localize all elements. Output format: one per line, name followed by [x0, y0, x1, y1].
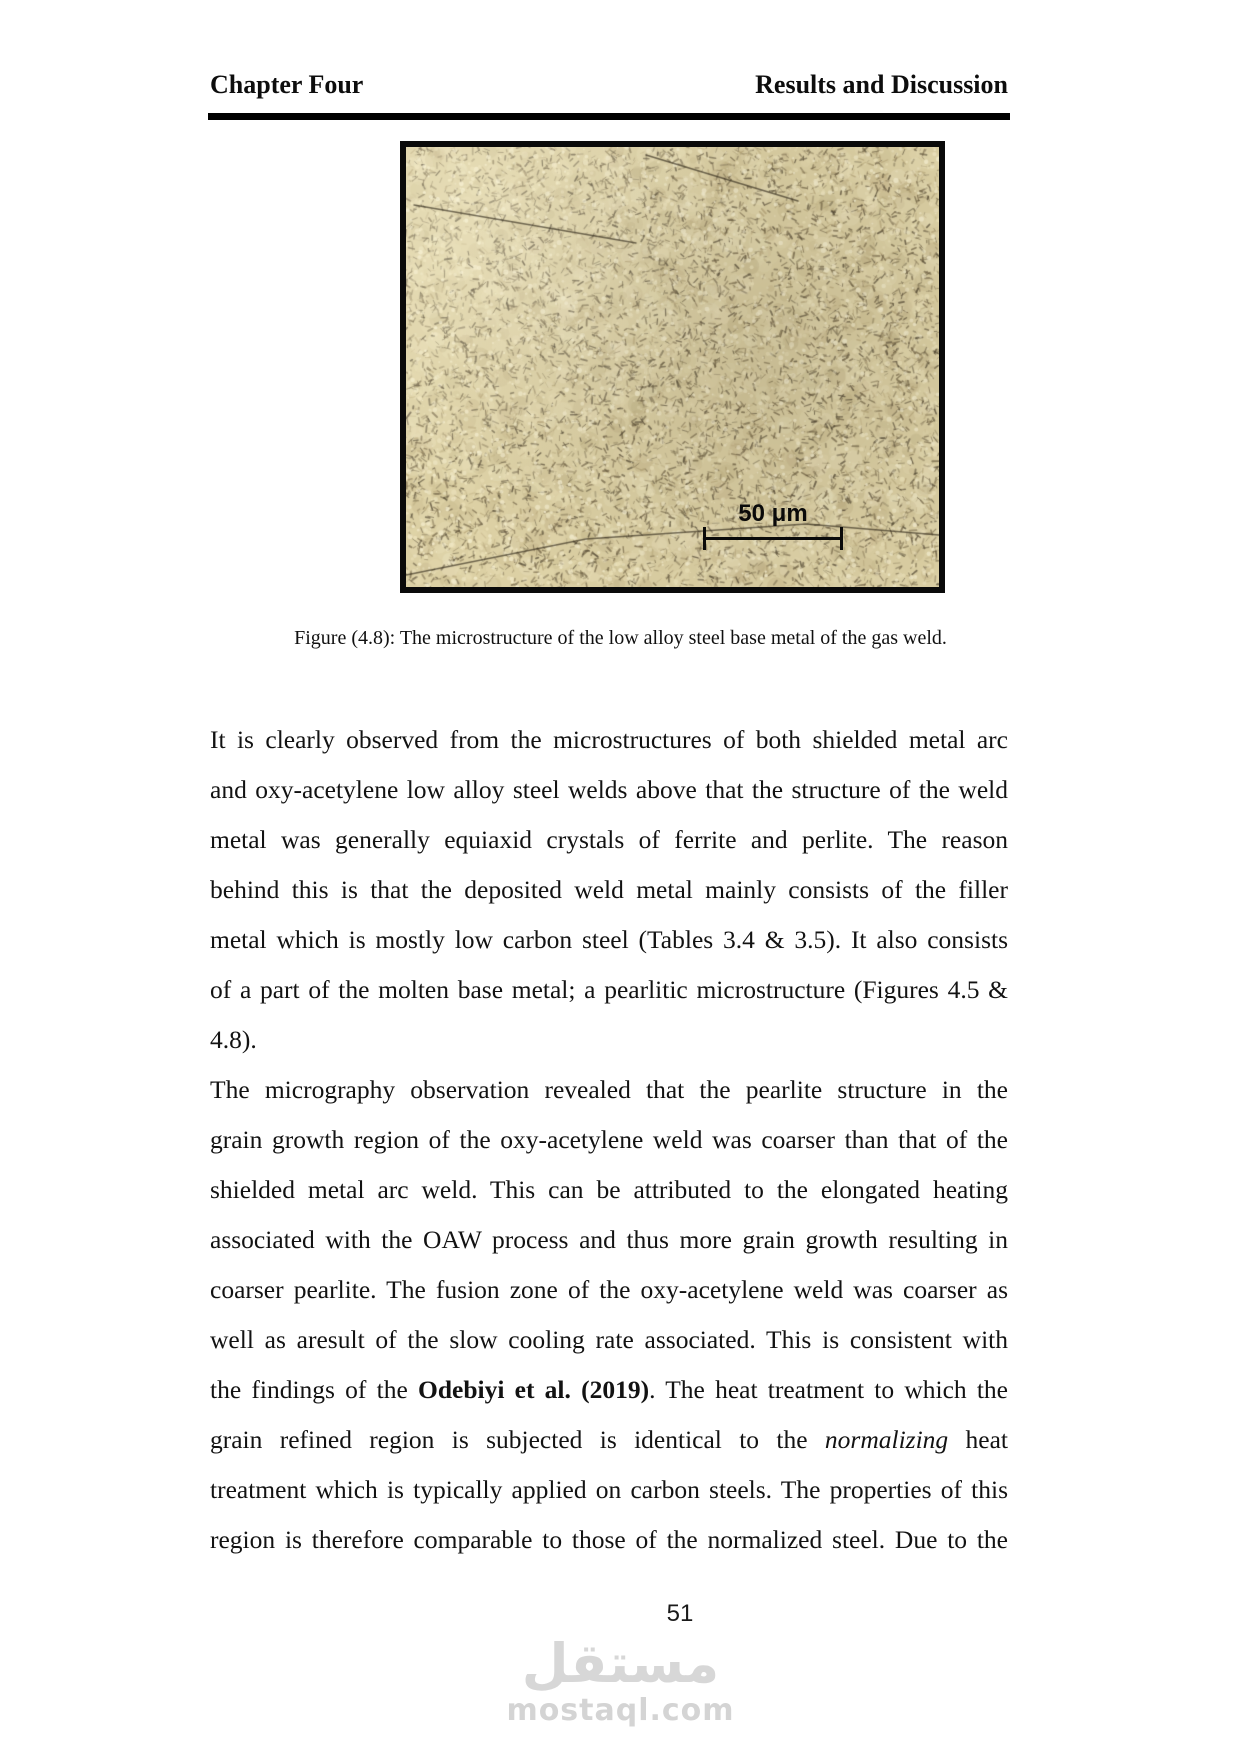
section-title: Results and Discussion: [755, 70, 1008, 99]
body-line: of a part of the molten base metal; a pearlitic microstructure (Figures 4.5 &: [210, 975, 1008, 1004]
scale-bar: [703, 501, 843, 551]
scale-bar-rule: [703, 537, 843, 540]
body-line: well as aresult of the slow cooling rate associated. This is consistent with: [210, 1325, 1008, 1354]
micrograph-figure: [400, 141, 945, 593]
micrograph-image: [406, 147, 939, 587]
header-rule: [208, 113, 1010, 120]
body-line: grain growth region of the oxy-acetylene weld was coarser than that of the: [210, 1125, 1008, 1154]
body-line: grain refined region is subjected is identical to the normalizing heat: [210, 1425, 1008, 1454]
body-line: coarser pearlite. The fusion zone of the oxy-acetylene weld was coarser as: [210, 1275, 1008, 1304]
body-line: metal which is mostly low carbon steel (Tables 3.4 & 3.5). It also consists: [210, 925, 1008, 954]
running-header: [210, 70, 1008, 100]
body-line: behind this is that the deposited weld metal mainly consists of the filler: [210, 875, 1008, 904]
body-line: 4.8).: [210, 1025, 257, 1054]
mostaql-logo: مستقل: [521, 1632, 720, 1695]
page-number: 51: [666, 1600, 694, 1627]
watermark-domain: mostaql.com: [506, 1693, 735, 1728]
chapter-title: Chapter Four: [210, 70, 364, 99]
body-line: treatment which is typically applied on carbon steels. The properties of this: [210, 1475, 1008, 1504]
scale-bar-line: [703, 527, 843, 550]
body-line: It is clearly observed from the microstructures of both shielded metal arc: [210, 725, 1008, 754]
watermark: [0, 1632, 1241, 1728]
scale-bar-right-tick: [840, 527, 843, 550]
body-line: metal was generally equiaxid crystals of ferrite and perlite. The reason: [210, 825, 1008, 854]
scale-bar-label: 50 μm: [738, 500, 808, 527]
body-line: region is therefore comparable to those of the normalized steel. Due to the: [210, 1525, 1008, 1554]
body-line: shielded metal arc weld. This can be attributed to the elongated heating: [210, 1175, 1008, 1204]
body-line: the findings of the Odebiyi et al. (2019). The heat treatment to which the: [210, 1375, 1008, 1404]
body-line: associated with the OAW process and thus more grain growth resulting in: [210, 1225, 1008, 1254]
body-text: [210, 715, 1008, 1565]
figure-caption: Figure (4.8): The microstructure of the low alloy steel base metal of the gas weld.: [294, 627, 947, 649]
body-line: The micrography observation revealed that the pearlite structure in the: [210, 1075, 1008, 1104]
body-line: and oxy-acetylene low alloy steel welds above that the structure of the weld: [210, 775, 1008, 804]
